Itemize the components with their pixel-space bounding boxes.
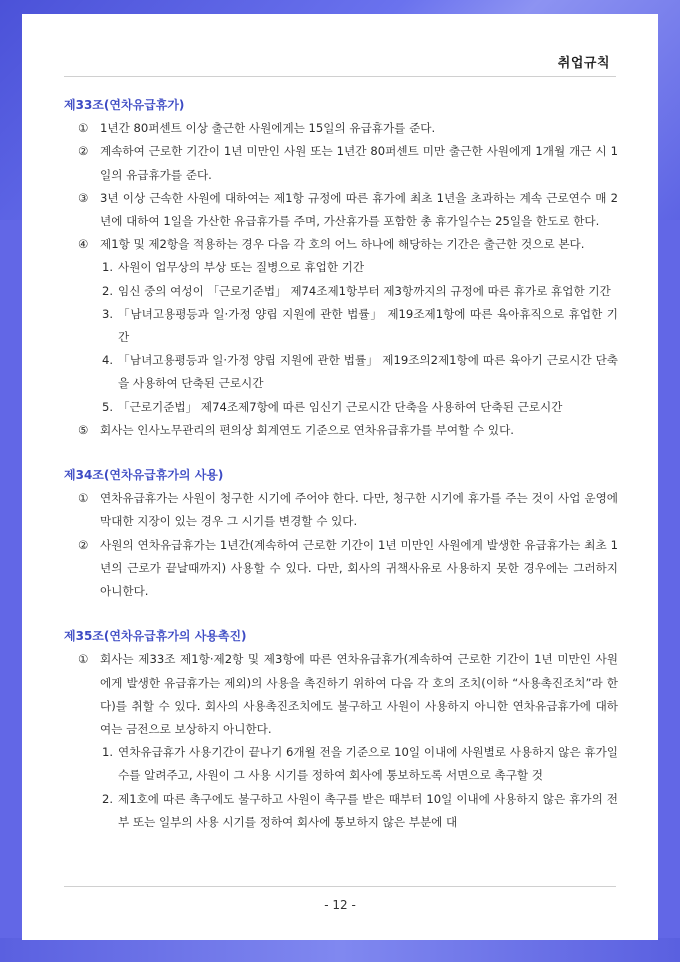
list-item [64, 280, 618, 303]
paragraph-number: ④ [78, 237, 89, 252]
list-item [64, 349, 618, 395]
paragraph [64, 648, 618, 741]
item-number: 1. [102, 260, 114, 275]
paragraph [64, 487, 618, 533]
item-number: 2. [102, 283, 114, 298]
paragraph-text: 회사는 제33조 제1항·제2항 및 제3항에 따른 연차유급휴가(계속하여 근로한 기간이 1년 미만인 사원에게 발생한 유급휴가는 제외)의 사용을 촉진하기 위하여 다음 각 호의 조치(이하 “사용촉진조치”라 한다)를 취할 수 있다. 회사의 사용촉진조치에도 불구하고 사원이 사용하지 아니한 연차유급휴가에 대하여는 금전으로 보상하지 아니한다. [100, 652, 618, 737]
list-item [64, 303, 618, 349]
paragraph [64, 534, 618, 604]
paragraph-text: 1년간 80퍼센트 이상 출근한 사원에게는 15일의 유급휴가를 준다. [100, 121, 436, 136]
item-text: 「남녀고용평등과 일·가정 양립 지원에 관한 법률」 제19조제1항에 따른 육아휴직으로 휴업한 기간 [118, 306, 618, 345]
background-bottom-band [0, 938, 680, 962]
paragraph-text: 제1항 및 제2항을 적용하는 경우 다음 각 호의 어느 하나에 해당하는 기간은 출근한 것으로 본다. [100, 237, 585, 252]
paragraph-text: 3년 이상 근속한 사원에 대하여는 제1항 규정에 따른 휴가에 최초 1년을 초과하는 계속 근로연수 매 2년에 대하여 1일을 가산한 유급휴가를 주며, 가산휴가를 포함한 총 휴가일수는 25일을 한도로 한다. [100, 190, 618, 229]
paragraph [64, 419, 618, 442]
item-number: 4. [102, 353, 114, 368]
item-number: 3. [102, 306, 114, 321]
paragraph [64, 140, 618, 186]
page-number: - 12 - [324, 898, 356, 912]
document-page [22, 14, 658, 940]
item-number: 5. [102, 399, 114, 414]
paragraph-text: 사원의 연차유급휴가는 1년간(계속하여 근로한 기간이 1년 미만인 사원에게 발생한 유급휴가는 최초 1년의 근로가 끝날때까지) 사용할 수 있다. 다만, 회사의 귀책사유로 사용하지 못한 경우에는 그러하지 아니한다. [100, 537, 618, 599]
item-number: 2. [102, 791, 114, 806]
paragraph-text: 연차유급휴가는 사원이 청구한 시기에 주어야 한다. 다만, 청구한 시기에 휴가를 주는 것이 사업 운영에 막대한 지장이 있는 경우 그 시기를 변경할 수 있다. [100, 491, 618, 529]
paragraph [64, 187, 618, 233]
article-title: 제34조(연차유급휴가의 사용) [64, 468, 224, 483]
paragraph [64, 233, 618, 256]
item-text: 연차유급휴가 사용기간이 끝나기 6개월 전을 기준으로 10일 이내에 사원별로 사용하지 않은 휴가일수를 알려주고, 사원이 그 사용 시기를 정하여 회사에 통보하도록 서면으로 촉구할 것 [118, 745, 618, 783]
list-item [64, 256, 618, 279]
document-body [64, 94, 618, 834]
paragraph-number: ③ [78, 190, 89, 205]
item-text: 「근로기준법」 제74조제7항에 따른 임신기 근로시간 단축을 사용하여 단축된 근로시간 [118, 399, 563, 414]
item-text: 「남녀고용평등과 일·가정 양립 지원에 관한 법률」 제19조의2제1항에 따른 육아기 근로시간 단축을 사용하여 단축된 근로시간 [118, 353, 618, 391]
paragraph-number: ⑤ [78, 422, 89, 437]
paragraph-number: ① [78, 652, 89, 667]
item-text: 제1호에 따른 촉구에도 불구하고 사원이 촉구를 받은 때부터 10일 이내에 사용하지 않은 휴가의 전부 또는 일부의 사용 시기를 정하여 회사에 통보하지 않은 부분에 대 [118, 791, 618, 829]
header-divider [64, 76, 616, 77]
footer-divider [64, 886, 616, 887]
list-item [64, 396, 618, 419]
item-text: 사원이 업무상의 부상 또는 질병으로 휴업한 기간 [118, 260, 365, 275]
item-number: 1. [102, 745, 114, 760]
list-item [64, 741, 618, 787]
article-title: 제35조(연차유급휴가의 사용촉진) [64, 629, 247, 644]
article-title: 제33조(연차유급휴가) [64, 98, 185, 112]
paragraph [64, 117, 618, 140]
document-header-label: 취업규칙 [557, 56, 610, 71]
paragraph-number: ① [78, 121, 89, 136]
paragraph-number: ② [78, 537, 89, 552]
list-item [64, 788, 618, 834]
paragraph-text: 계속하여 근로한 기간이 1년 미만인 사원 또는 1년간 80퍼센트 미만 출근한 사원에게 1개월 개근 시 1일의 유급휴가를 준다. [100, 144, 618, 182]
paragraph-text: 회사는 인사노무관리의 편의상 회계연도 기준으로 연차유급휴가를 부여할 수 있다. [100, 422, 514, 437]
paragraph-number: ① [78, 491, 89, 506]
item-text: 임신 중의 여성이 「근로기준법」 제74조제1항부터 제3항까지의 규정에 따른 휴가로 휴업한 기간 [118, 283, 611, 298]
paragraph-number: ② [78, 144, 89, 159]
